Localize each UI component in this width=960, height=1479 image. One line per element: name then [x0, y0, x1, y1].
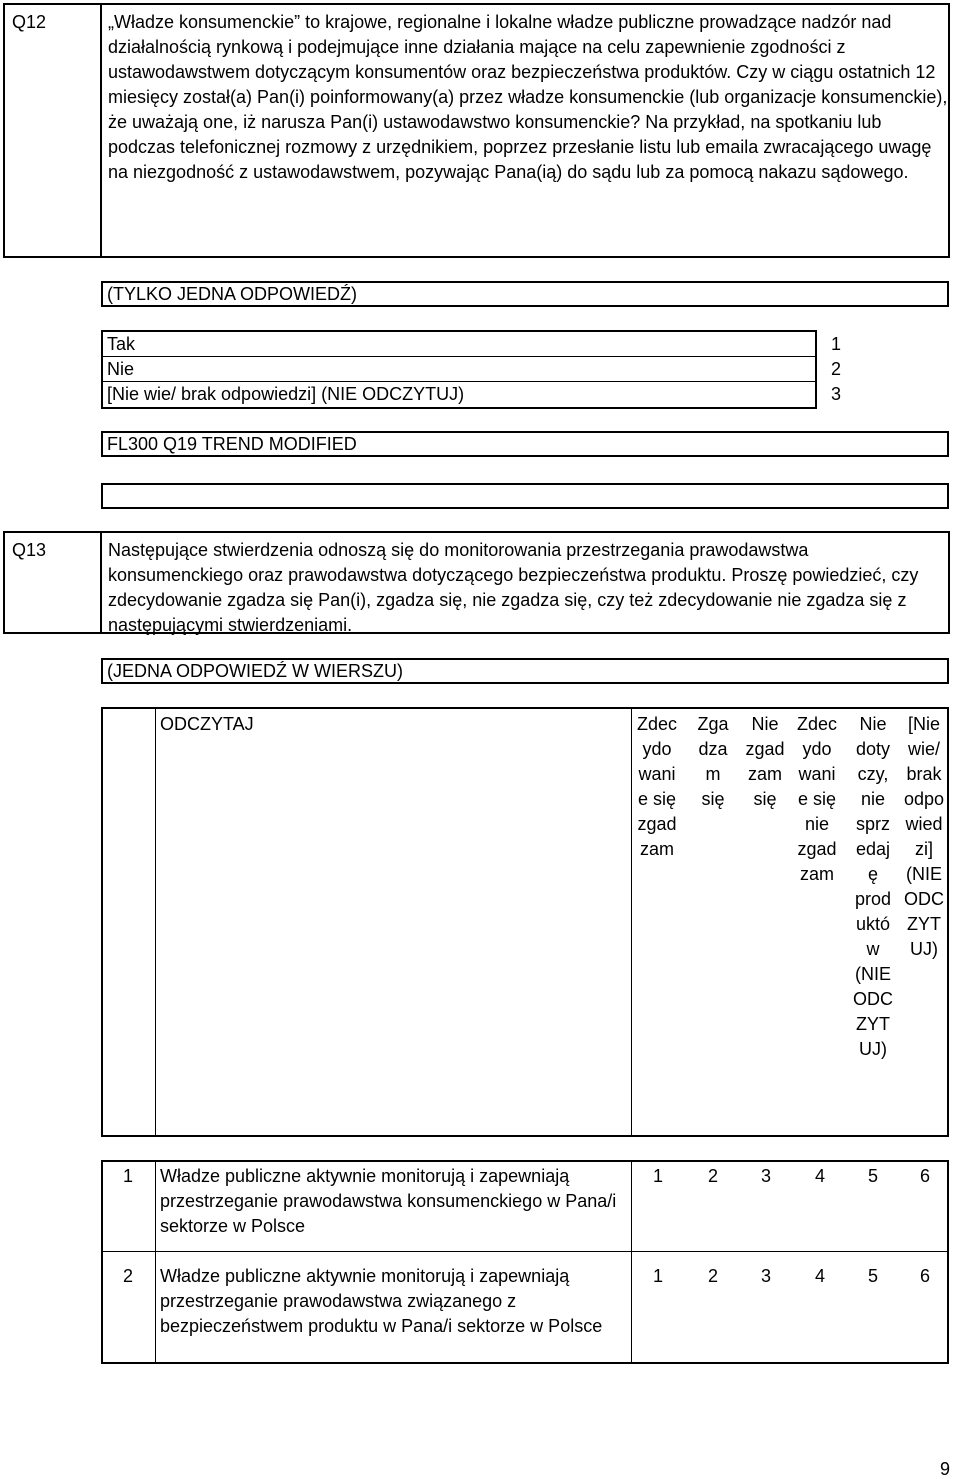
q13-id: Q13 — [12, 540, 47, 560]
statements-table — [101, 1160, 949, 1364]
page-number: 9 — [940, 1459, 951, 1479]
option-code: 3 — [830, 384, 841, 404]
option-label: Nie — [107, 359, 135, 379]
column-strongly-agree: Zdec ydo wani e się zgad zam — [636, 714, 678, 859]
option-code: 2 — [830, 359, 841, 379]
statement-number: 2 — [123, 1266, 134, 1286]
column-not-applicable: Nie doty czy, nie sprz edaj ę prod uktó w (NIE ODC ZYT UJ) — [853, 714, 893, 1059]
scale-option-6[interactable]: 6 — [919, 1166, 930, 1186]
stmt-divider — [155, 1162, 156, 1362]
option-label: [Nie wie/ brak odpowiedzi] (NIE ODCZYTUJ) — [107, 384, 465, 404]
scale-option-1[interactable]: 1 — [652, 1166, 663, 1186]
q12-id: Q12 — [12, 12, 47, 32]
scale-option-2[interactable]: 2 — [707, 1166, 718, 1186]
q13-instruction: (JEDNA ODPOWIEDŹ W WIERSZU) — [107, 661, 403, 681]
column-agree: Zga dza m się — [697, 714, 729, 809]
trend-label: FL300 Q19 TREND MODIFIED — [107, 434, 357, 454]
column-dont-know: [Nie wie/ brak odpo wied zi] (NIE ODC ZYT UJ) — [903, 714, 945, 959]
option-code: 1 — [830, 334, 841, 354]
q12-option-nie-wie[interactable] — [103, 382, 815, 407]
statement-text: Władze publiczne aktywnie monitorują i zapewniają przestrzeganie prawodawstwa konsumenckiego w Pana/i sektorze w Polsce — [160, 1166, 617, 1236]
scale-option-3[interactable]: 3 — [760, 1166, 771, 1186]
scale-option-5[interactable]: 5 — [867, 1166, 878, 1186]
statement-number: 1 — [123, 1166, 134, 1186]
q12-block — [3, 3, 950, 258]
q12-option-tak[interactable] — [103, 332, 815, 357]
trend-box — [101, 431, 949, 457]
column-strongly-disagree: Zdec ydo wani e się nie zgad zam — [796, 714, 838, 884]
scale-option-5[interactable]: 5 — [867, 1266, 878, 1286]
scale-option-2[interactable]: 2 — [707, 1266, 718, 1286]
q13-divider — [100, 533, 102, 632]
q12-instruction: (TYLKO JEDNA ODPOWIEDŹ) — [107, 284, 358, 304]
q12-question-text: „Władze konsumenckie” to krajowe, regionalne i lokalne władze publiczne prowadzące nadzór nad działalnością rynkową i podejmujące inne działania mające na celu zapewnienie zgodności z ustawodawstwem dotyczącym konsumentów oraz bezpieczeństwa produktów. Czy w ciągu ostatnich 12 miesięcy został(a) Pan(i) poinformowany(a) przez władze konsumenckie (lub organizacje konsumenckie), że uważają one, iż narusza Pan(i) ustawodawstwo konsumenckie? Na przykład, na spotkaniu lub podczas telefonicznej rozmowy z urzędnikiem, poprzez przesłanie listu lub emaila zwracającego uwagę na niezgodność z ustawodawstwem, pozywając Pana(ią) do sądu lub za pomocą nakazu sądowego. — [108, 12, 948, 182]
column-disagree: Nie zgad zam się — [745, 714, 785, 809]
scale-option-6[interactable]: 6 — [919, 1266, 930, 1286]
stmt-row-divider — [103, 1251, 947, 1252]
q13-question-text: Następujące stwierdzenia odnoszą się do monitorowania przestrzegania prawodawstwa konsumenckiego oraz prawodawstwa dotyczącego bezpieczeństwa produktu. Proszę powiedzieć, czy zdecydowanie zgadza się Pan(i), zgadza się, nie zgadza się, czy też zdecydowanie nie zgadza się z następującymi stwierdzeniami. — [108, 540, 919, 635]
q12-option-nie[interactable] — [103, 357, 815, 382]
q12-divider — [100, 5, 102, 256]
answer-header — [101, 707, 949, 1137]
scale-option-1[interactable]: 1 — [652, 1266, 663, 1286]
q13-instruction-box — [101, 658, 949, 684]
q13-block — [3, 531, 950, 634]
scale-option-4[interactable]: 4 — [814, 1166, 825, 1186]
q12-options — [101, 330, 817, 409]
empty-field[interactable] — [101, 483, 949, 509]
scale-option-3[interactable]: 3 — [760, 1266, 771, 1286]
option-label: Tak — [107, 334, 136, 354]
scale-option-4[interactable]: 4 — [814, 1266, 825, 1286]
statement-text: Władze publiczne aktywnie monitorują i zapewniają przestrzeganie prawodawstwa związanego z bezpieczeństwem produktu w Pana/i sektorze w Polsce — [160, 1266, 603, 1336]
header-divider — [155, 709, 156, 1135]
read-label: ODCZYTAJ — [160, 714, 254, 734]
stmt-divider — [631, 1162, 632, 1362]
q12-instruction-box — [101, 281, 949, 307]
